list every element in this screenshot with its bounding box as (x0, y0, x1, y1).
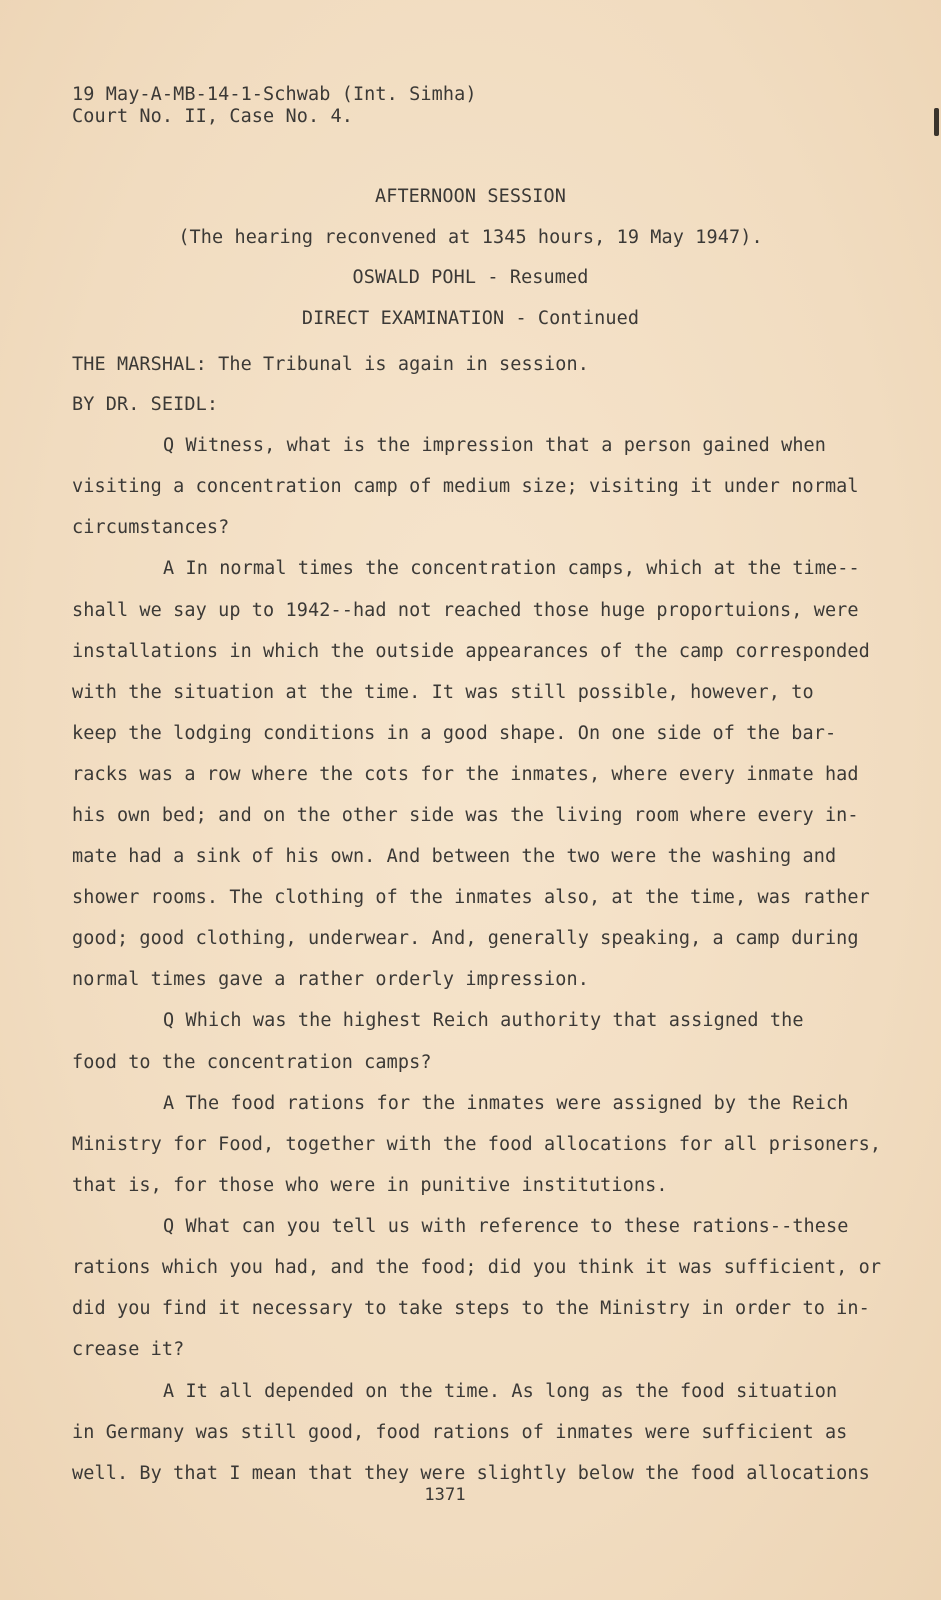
text-line: visiting a concentration camp of medium size; visiting it under normal (72, 476, 859, 497)
text-line: installations in which the outside appearances of the camp corresponded (72, 641, 870, 662)
text-line: well. By that I mean that they were slightly below the food allocations (72, 1463, 870, 1484)
edge-mark (934, 108, 939, 136)
text-line: with the situation at the time. It was still possible, however, to (72, 682, 814, 703)
page-number: 1371 (424, 1485, 466, 1505)
text-line: A The food rations for the inmates were assigned by the Reich (163, 1093, 849, 1114)
witness-heading: OSWALD POHL - Resumed (352, 267, 589, 288)
text-line: shall we say up to 1942--had not reached those huge proportuions, were (72, 600, 859, 621)
text-line: A In normal times the concentration camps, which at the time-- (163, 558, 860, 579)
session-title: AFTERNOON SESSION (374, 186, 567, 207)
text-line: THE MARSHAL: The Tribunal is again in session. (72, 354, 589, 375)
text-line: in Germany was still good, food rations of inmates were sufficient as (72, 1422, 848, 1443)
text-line: racks was a row where the cots for the inmates, where every inmate had (72, 764, 859, 785)
text-line: food to the concentration camps? (72, 1052, 432, 1073)
text-line: A It all depended on the time. As long as the food situation (163, 1381, 838, 1402)
text-line: good; good clothing, underwear. And, generally speaking, a camp during (72, 928, 859, 949)
text-line: Q Witness, what is the impression that a person gained when (163, 435, 827, 456)
text-line: keep the lodging conditions in a good shape. On one side of the bar- (72, 723, 837, 744)
text-line: rations which you had, and the food; did you think it was sufficient, or (72, 1257, 882, 1278)
text-line: crease it? (72, 1339, 185, 1360)
text-line: his own bed; and on the other side was the living room where every in- (72, 805, 859, 826)
text-line: did you find it necessary to take steps to the Ministry in order to in- (72, 1298, 870, 1319)
text-line: Q What can you tell us with reference to these rations--these (163, 1216, 849, 1237)
header-line-1: 19 May-A-MB-14-1-Schwab (Int. Simha) (72, 84, 477, 105)
text-line: Q Which was the highest Reich authority that assigned the (163, 1010, 804, 1031)
reconvene-note: (The hearing reconvened at 1345 hours, 19 May 1947). (178, 227, 763, 248)
header-line-2: Court No. II, Case No. 4. (72, 106, 353, 127)
text-line: that is, for those who were in punitive institutions. (72, 1175, 668, 1196)
text-line: BY DR. SEIDL: (72, 394, 219, 415)
text-line: circumstances? (72, 517, 230, 538)
text-line: mate had a sink of his own. And between the two were the washing and (72, 846, 837, 867)
text-line: shower rooms. The clothing of the inmates also, at the time, was rather (72, 887, 870, 908)
examination-heading: DIRECT EXAMINATION - Continued (301, 308, 640, 329)
text-line: Ministry for Food, together with the food allocations for all prisoners, (72, 1134, 882, 1155)
text-line: normal times gave a rather orderly impression. (72, 969, 589, 990)
